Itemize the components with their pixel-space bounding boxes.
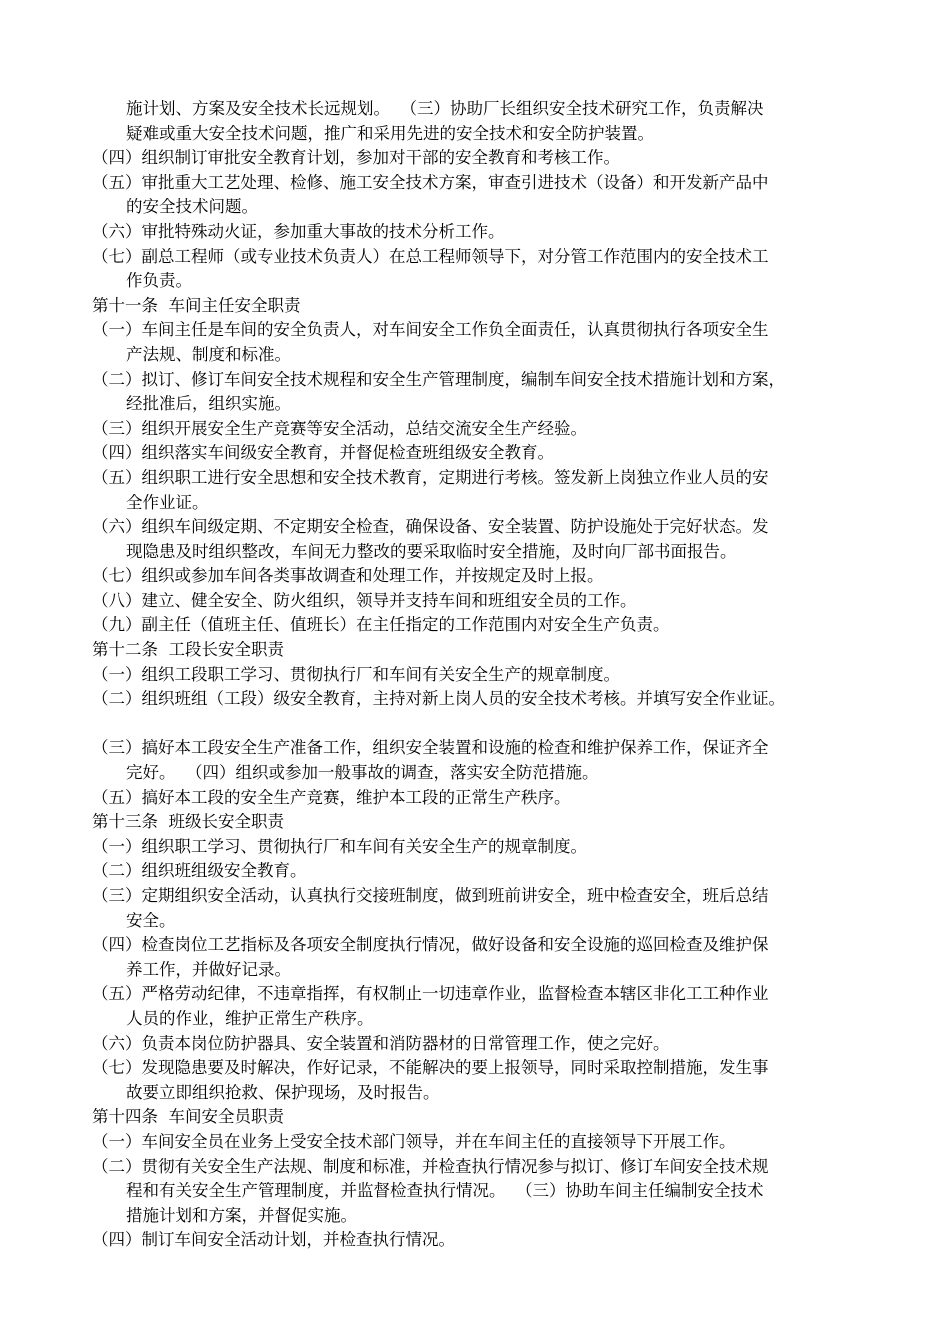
list-item: （三）组织开展安全生产竞赛等安全活动，总结交流安全生产经验。 [92, 418, 587, 438]
text-line: 程和有关安全生产管理制度，并监督检查执行情况。 （三）协助车间主任编制安全技术 [126, 1181, 764, 1201]
text-line: 养工作，并做好记录。 [126, 959, 291, 979]
list-item: （一）组织工段职工学习、贯彻执行厂和车间有关安全生产的规章制度。 [92, 664, 620, 684]
list-item: （五）搞好本工段的安全生产竞赛，维护本工段的正常生产秩序。 [92, 787, 571, 807]
list-item: （七）组织或参加车间各类事故调查和处理工作，并按规定及时上报。 [92, 566, 604, 586]
list-item: （二）组织班组级安全教育。 [92, 861, 307, 881]
text-line: 安全。 [126, 910, 176, 930]
text-line: 的安全技术问题。 [126, 197, 258, 217]
list-item: （七）发现隐患要及时解决，作好记录，不能解决的要上报领导，同时采取控制措施，发生事 [92, 1058, 769, 1078]
text-line: 措施计划和方案，并督促实施。 [126, 1205, 357, 1225]
list-item: （三）定期组织安全活动，认真执行交接班制度，做到班前讲安全，班中检查安全，班后总结 [92, 886, 769, 905]
article-heading: 第十一条 车间主任安全职责 [92, 295, 301, 315]
article-heading: 第十二条 工段长安全职责 [92, 640, 284, 660]
text-line: 完好。 （四）组织或参加一般事故的调查，落实安全防范措施。 [126, 763, 599, 783]
text-line: 经批准后，组织实施。 [126, 394, 291, 414]
text-line: 全作业证。 [126, 492, 209, 512]
article-heading: 第十四条 车间安全员职责 [92, 1107, 284, 1127]
list-item: （八）建立、健全安全、防火组织，领导并支持车间和班组安全员的工作。 [92, 590, 637, 610]
text-line: 疑难或重大安全技术问题，推广和采用先进的安全技术和安全防护装置。 [126, 123, 654, 143]
list-item: （二）拟订、修订车间安全技术规程和安全生产管理制度，编制车间安全技术措施计划和方案， [92, 369, 785, 389]
list-item: （五）组织职工进行安全思想和安全技术教育，定期进行考核。签发新上岗独立作业人员的安 [92, 467, 769, 487]
list-item: （五）严格劳动纪律，不违章指挥，有权制止一切违章作业，监督检查本辖区非化工工种作业 [92, 984, 769, 1004]
list-item: （六）审批特殊动火证，参加重大事故的技术分析工作。 [92, 221, 505, 241]
list-item: （三）搞好本工段安全生产准备工作，组织安全装置和设施的检查和维护保养工作，保证齐全 [92, 738, 769, 758]
text-line: 人员的作业，维护正常生产秩序。 [126, 1008, 374, 1028]
list-item: （四）检查岗位工艺指标及各项安全制度执行情况，做好设备和安全设施的巡回检查及维护保 [92, 935, 769, 955]
list-item: （六）组织车间级定期、不定期安全检查，确保设备、安全装置、防护设施处于完好状态。发 [92, 517, 769, 537]
text-line: 现隐患及时组织整改，车间无力整改的要采取临时安全措施，及时向厂部书面报告。 [126, 541, 737, 561]
article-heading: 第十三条 班级长安全职责 [92, 812, 284, 832]
list-item: （一）车间安全员在业务上受安全技术部门领导，并在车间主任的直接领导下开展工作。 [92, 1131, 736, 1151]
list-item: （四）组织制订审批安全教育计划，参加对干部的安全教育和考核工作。 [92, 148, 620, 168]
text-line: 故要立即组织抢救、保护现场，及时报告。 [126, 1082, 440, 1102]
text-line: 产法规、制度和标准。 [126, 344, 291, 364]
blank-line [92, 712, 890, 737]
list-item: （四）组织落实车间级安全教育，并督促检查班组级安全教育。 [92, 443, 554, 463]
list-item: （六）负责本岗位防护器具、安全装置和消防器材的日常管理工作，使之完好。 [92, 1033, 670, 1053]
list-item: （七）副总工程师（或专业技术负责人）在总工程师领导下，对分管工作范围内的安全技术工 [92, 246, 769, 266]
text-line: 施计划、方案及安全技术长远规划。 （三）协助厂长组织安全技术研究工作，负责解决 [126, 99, 764, 118]
list-item: （一）组织职工学习、贯彻执行厂和车间有关安全生产的规章制度。 [92, 836, 587, 856]
list-item: （一）车间主任是车间的安全负责人，对车间安全工作负全面责任，认真贯彻执行各项安全生 [92, 320, 769, 340]
list-item: （四）制订车间安全活动计划，并检查执行情况。 [92, 1230, 455, 1250]
list-item: （五）审批重大工艺处理、检修、施工安全技术方案，审查引进技术（设备）和开发新产品中 [92, 172, 769, 192]
list-item: （二）贯彻有关安全生产法规、制度和标准，并检查执行情况参与拟订、修订车间安全技术规 [92, 1156, 769, 1176]
list-item: （九）副主任（值班主任、值班长）在主任指定的工作范围内对安全生产负责。 [92, 615, 670, 635]
list-item: （二）组织班组（工段）级安全教育，主持对新上岗人员的安全技术考核。并填写安全作业证。 [92, 689, 785, 709]
text-line: 作负责。 [126, 271, 192, 291]
